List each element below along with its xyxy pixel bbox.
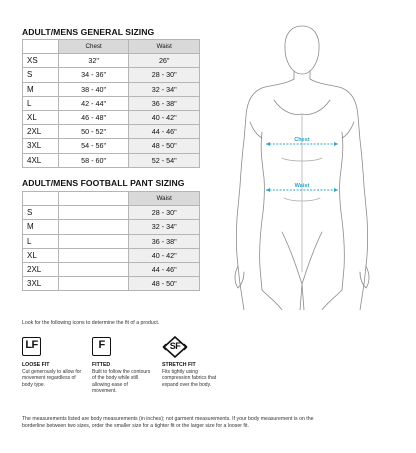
empty-cell [58, 248, 129, 262]
table-row [23, 234, 200, 248]
waist-cell: 44 - 46" [129, 262, 200, 276]
loose-fit-title: LOOSE FIT [22, 362, 50, 368]
chest-cell: 34 - 36" [58, 68, 129, 82]
waist-cell: 40 - 42" [129, 110, 200, 124]
stretch-fit-title: STRETCH FIT [162, 362, 196, 368]
loose-fit-desc: Cut generously to allow for movement regardless of body type. [22, 369, 82, 388]
waist-cell: 36 - 38" [129, 96, 200, 110]
chest-cell: 58 - 60" [58, 153, 129, 167]
general-sizing-title: ADULT/MENS GENERAL SIZING [22, 27, 155, 37]
size-cell: S [23, 68, 59, 82]
stretch-fit-icon [162, 336, 188, 358]
size-cell: S [23, 206, 59, 220]
chest-cell: 32" [58, 54, 129, 68]
waist-label: Waist [294, 183, 310, 189]
size-cell: 4XL [23, 153, 59, 167]
waist-cell: 48 - 50" [129, 139, 200, 153]
waist-cell: 32 - 34" [129, 82, 200, 96]
chest-cell: 50 - 52" [58, 125, 129, 139]
size-cell: XL [23, 110, 59, 124]
table-row [23, 54, 200, 68]
header-blank [23, 192, 59, 206]
waist-cell: 48 - 50" [129, 277, 200, 291]
size-cell: 2XL [23, 125, 59, 139]
chest-cell: 42 - 44" [58, 96, 129, 110]
waist-cell: 28 - 30" [129, 68, 200, 82]
header-blank [58, 192, 129, 206]
stretch-fit-icon-text: SF [169, 341, 181, 351]
size-cell: XL [23, 248, 59, 262]
table-header-row [23, 192, 200, 206]
table-header-row [23, 40, 200, 54]
empty-cell [58, 234, 129, 248]
header-blank [23, 40, 59, 54]
size-cell: 3XL [23, 277, 59, 291]
general-sizing-table [22, 39, 200, 168]
table-row [23, 68, 200, 82]
size-cell: 2XL [23, 262, 59, 276]
table-row [23, 248, 200, 262]
table-row [23, 96, 200, 110]
table-row [23, 82, 200, 96]
table-row [23, 110, 200, 124]
waist-cell: 40 - 42" [129, 248, 200, 262]
header-waist: Waist [129, 40, 200, 54]
table-row [23, 125, 200, 139]
size-cell: M [23, 220, 59, 234]
fitted-icon: F [92, 337, 111, 356]
empty-cell [58, 220, 129, 234]
fit-intro: Look for the following icons to determine the fit of a product. [22, 320, 160, 326]
waist-cell: 28 - 30" [129, 206, 200, 220]
chest-cell: 54 - 56" [58, 139, 129, 153]
size-cell: L [23, 96, 59, 110]
fitted-title: FITTED [92, 362, 111, 368]
waist-cell: 44 - 46" [129, 125, 200, 139]
header-waist: Waist [129, 192, 200, 206]
head-outline [285, 26, 319, 79]
stretch-fit-desc: Fits tightly using compression fabrics that expand over the body. [162, 369, 217, 388]
football-sizing-title: ADULT/MENS FOOTBALL PANT SIZING [22, 178, 185, 188]
size-cell: 3XL [23, 139, 59, 153]
header-chest: Chest [58, 40, 129, 54]
waist-cell: 32 - 34" [129, 220, 200, 234]
empty-cell [58, 262, 129, 276]
size-cell: M [23, 82, 59, 96]
table-row [23, 153, 200, 167]
body-figure [222, 22, 382, 310]
size-cell: L [23, 234, 59, 248]
waist-cell: 36 - 38" [129, 234, 200, 248]
waist-cell: 52 - 54" [129, 153, 200, 167]
empty-cell [58, 277, 129, 291]
chest-cell: 38 - 40" [58, 82, 129, 96]
waist-cell: 26" [129, 54, 200, 68]
table-row [23, 139, 200, 153]
empty-cell [58, 206, 129, 220]
size-cell: XS [23, 54, 59, 68]
chest-cell: 46 - 48" [58, 110, 129, 124]
table-row [23, 220, 200, 234]
table-row [23, 206, 200, 220]
chest-label: Chest [294, 137, 310, 143]
football-sizing-table [22, 191, 200, 291]
fitted-desc: Built to follow the contours of the body while still allowing ease of movement. [92, 369, 151, 394]
table-row [23, 277, 200, 291]
loose-fit-icon: LF [22, 337, 41, 356]
measurement-note: The measurements listed are body measurements (in inches); not garment measurements. If your body measurement is on the borderline between two sizes, order the smaller size for a tighter fit or the larger size for a looser fit. [22, 416, 314, 429]
table-row [23, 262, 200, 276]
